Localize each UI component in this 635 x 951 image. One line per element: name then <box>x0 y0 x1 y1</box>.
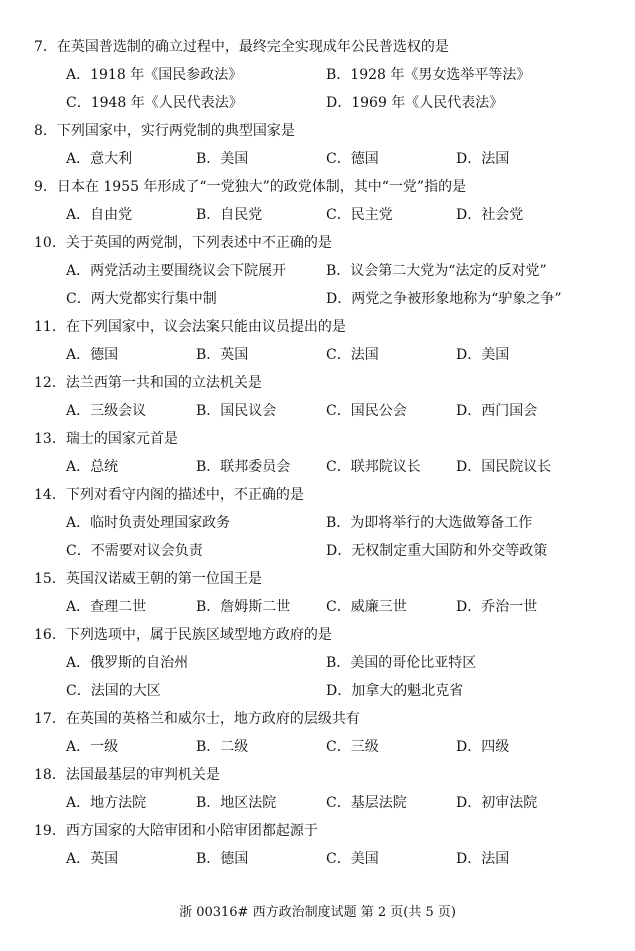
option-c: C．三级 <box>326 739 379 755</box>
option-c: C．民主党 <box>326 207 393 223</box>
option-c: C．基层法院 <box>326 795 407 811</box>
option-a: A．俄罗斯的自治州 <box>66 655 189 671</box>
option-b: B．美国 <box>196 151 249 167</box>
option-a: A．英国 <box>66 851 119 867</box>
option-b: B．1928 年《男女选举平等法》 <box>326 67 531 83</box>
question-stem: 10．关于英国的两党制，下列表述中不正确的是 <box>34 235 332 251</box>
page-footer: 浙 00316# 西方政治制度试题 第 2 页(共 5 页) <box>179 905 456 920</box>
option-d: D．无权制定重大国防和外交等政策 <box>326 543 548 559</box>
option-c: C．1948 年《人民代表法》 <box>66 95 243 111</box>
question-stem: 13．瑞士的国家元首是 <box>34 431 178 447</box>
question-stem: 12．法兰西第一共和国的立法机关是 <box>34 375 262 391</box>
option-a: A．临时负责处理国家政务 <box>66 515 231 531</box>
question-stem: 14．下列对看守内阁的描述中，不正确的是 <box>34 487 304 503</box>
question-stem: 11．在下列国家中，议会法案只能由议员提出的是 <box>34 319 346 335</box>
option-a: A．德国 <box>66 347 119 363</box>
option-c: C．联邦院议长 <box>326 459 421 475</box>
option-a: A．总统 <box>66 459 119 475</box>
option-c: C．威廉三世 <box>326 599 407 615</box>
option-c: C．美国 <box>326 851 379 867</box>
question-stem: 7．在英国普选制的确立过程中，最终完全实现成年公民普选权的是 <box>34 39 449 55</box>
option-d: D．法国 <box>456 151 510 167</box>
option-a: A．自由党 <box>66 207 133 223</box>
question-stem: 9．日本在 1955 年形成了“一党独大”的政党体制，其中“一党”指的是 <box>34 179 467 195</box>
option-d: D．法国 <box>456 851 510 867</box>
option-a: A．1918 年《国民参政法》 <box>66 67 243 83</box>
question-stem: 8．下列国家中，实行两党制的典型国家是 <box>34 123 295 139</box>
option-c: C．不需要对议会负责 <box>66 543 203 559</box>
option-d: D．两党之争被形象地称为“驴象之争” <box>326 291 562 307</box>
question-stem: 19．西方国家的大陪审团和小陪审团都起源于 <box>34 823 318 839</box>
question-stem: 15．英国汉诺威王朝的第一位国王是 <box>34 571 262 587</box>
option-a: A．查理二世 <box>66 599 147 615</box>
option-d: D．社会党 <box>456 207 524 223</box>
option-a: A．一级 <box>66 739 119 755</box>
option-d: D．美国 <box>456 347 510 363</box>
option-d: D．四级 <box>456 739 510 755</box>
option-c: C．法国的大区 <box>66 683 161 699</box>
option-d: D．加拿大的魁北克省 <box>326 683 464 699</box>
option-b: B．为即将举行的大选做筹备工作 <box>326 515 533 531</box>
option-d: D．1969 年《人民代表法》 <box>326 95 504 111</box>
option-b: B．国民议会 <box>196 403 277 419</box>
question-stem: 17．在英国的英格兰和威尔士，地方政府的层级共有 <box>34 711 360 727</box>
option-d: D．西门国会 <box>456 403 538 419</box>
option-b: B．詹姆斯二世 <box>196 599 291 615</box>
option-b: B．自民党 <box>196 207 263 223</box>
option-b: B．二级 <box>196 739 249 755</box>
option-d: D．乔治一世 <box>456 599 538 615</box>
option-c: C．法国 <box>326 347 379 363</box>
option-a: A．三级会议 <box>66 403 147 419</box>
option-c: C．德国 <box>326 151 379 167</box>
option-b: B．美国的哥伦比亚特区 <box>326 655 477 671</box>
question-stem: 18．法国最基层的审判机关是 <box>34 767 220 783</box>
option-c: C．两大党都实行集中制 <box>66 291 217 307</box>
option-b: B．联邦委员会 <box>196 459 291 475</box>
option-a: A．意大利 <box>66 151 133 167</box>
question-stem: 16．下列选项中，属于民族区域型地方政府的是 <box>34 627 332 643</box>
option-b: B．英国 <box>196 347 249 363</box>
option-a: A．两党活动主要围绕议会下院展开 <box>66 263 287 279</box>
option-b: B．地区法院 <box>196 795 277 811</box>
option-b: B．德国 <box>196 851 249 867</box>
option-d: D．初审法院 <box>456 795 538 811</box>
option-b: B．议会第二大党为“法定的反对党” <box>326 263 547 279</box>
option-c: C．国民公会 <box>326 403 407 419</box>
option-d: D．国民院议长 <box>456 459 552 475</box>
option-a: A．地方法院 <box>66 795 147 811</box>
